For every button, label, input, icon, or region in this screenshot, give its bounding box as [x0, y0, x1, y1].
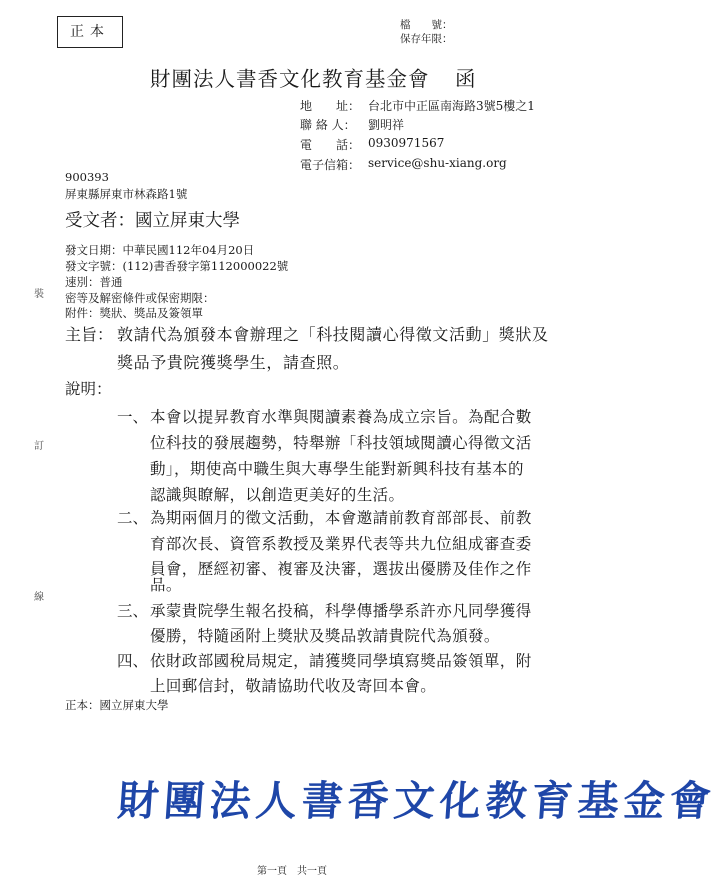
- issue-date: 發文日期：中華民國112年04月20日: [65, 243, 255, 257]
- subject-label: 主旨：: [65, 325, 114, 344]
- item-1-line: 動」，期使高中職生與大專學生能對新興科技有基本的: [150, 460, 524, 478]
- recipient-value: 國立屏東大學: [135, 211, 240, 231]
- binding-mark: 線: [34, 592, 44, 603]
- item-1-line: 本會以提昇教育水準與閱讀素養為成立宗旨。為配合數: [150, 408, 532, 426]
- address-value: 台北市中正區南海路3號5樓之1: [368, 99, 535, 113]
- item-4-line: 上回郵信封，敬請協助代收及寄回本會。: [150, 677, 437, 695]
- delivery-speed: 速別：普通: [65, 275, 123, 289]
- item-1-number: 一、: [117, 408, 149, 426]
- original-copy-badge: 正本: [57, 16, 123, 48]
- file-number-label: 檔 號：: [400, 19, 453, 31]
- retention-label: 保存年限：: [400, 33, 453, 45]
- item-3-number: 三、: [117, 602, 149, 620]
- document-number: 發文字號：(112)書香發字第112000022號: [65, 259, 289, 273]
- attachments: 附件：獎狀、獎品及簽領單: [65, 306, 203, 320]
- item-4-line: 依財政部國稅局規定，請獲獎同學填寫獎品簽領單，附: [150, 652, 532, 670]
- phone-label: 電 話：: [300, 138, 361, 152]
- binding-mark: 裝: [34, 289, 44, 300]
- address-label: 地 址：: [300, 99, 361, 113]
- contact-person-label: 聯 絡 人：: [300, 118, 356, 132]
- subject-line-1: 敦請代為頒發本會辦理之「科技閱讀心得徵文活動」獎狀及: [117, 325, 549, 344]
- item-4-number: 四、: [117, 652, 149, 670]
- contact-person-value: 劉明祥: [368, 118, 405, 132]
- mail-address: 屏東縣屏東市林森路1號: [65, 187, 188, 201]
- postal-code: 900393: [65, 170, 109, 184]
- org-title: 財團法人書香文化教育基金會: [150, 67, 430, 91]
- item-2-line: 品。: [150, 576, 182, 594]
- item-1-line: 位科技的發展趨勢，特舉辦「科技領域閱讀心得徵文活: [150, 434, 532, 452]
- recipient-line: [65, 207, 240, 232]
- item-2-line: 員會，歷經初審、複審及決審，選拔出優勝及佳作之作: [150, 560, 532, 578]
- item-1-line: 認識與瞭解，以創造更美好的生活。: [150, 486, 405, 504]
- phone-value: 0930971567: [368, 136, 445, 150]
- item-3-line: 優勝，特隨函附上獎狀及獎品敦請貴院代為頒發。: [150, 627, 500, 645]
- page-footer: 第一頁 共一頁: [257, 866, 327, 877]
- secrecy-level: 密等及解密條件或保密期限：: [65, 291, 215, 305]
- item-2-line: 為期兩個月的徵文活動，本會邀請前教育部部長、前教: [150, 509, 532, 527]
- original-recipient-cc: 正本：國立屏東大學: [65, 698, 169, 712]
- email-label: 電子信箱：: [300, 158, 361, 172]
- organization-seal: 財團法人書香文化教育基金會: [116, 777, 718, 825]
- item-2-line: 育部次長、資管系教授及業界代表等共九位組成審查委: [150, 535, 532, 553]
- doc-type: 函: [455, 67, 476, 91]
- recipient-label: 受文者：: [65, 211, 135, 231]
- subject-line-2: 獎品予貴院獲獎學生，請查照。: [117, 353, 350, 372]
- email-value: service@shu-xiang.org: [368, 156, 507, 170]
- item-2-number: 二、: [117, 509, 149, 527]
- description-label: 說明：: [65, 380, 112, 398]
- binding-mark: 訂: [34, 441, 44, 452]
- item-3-line: 承蒙貴院學生報名投稿，科學傳播學系許亦凡同學獲得: [150, 602, 532, 620]
